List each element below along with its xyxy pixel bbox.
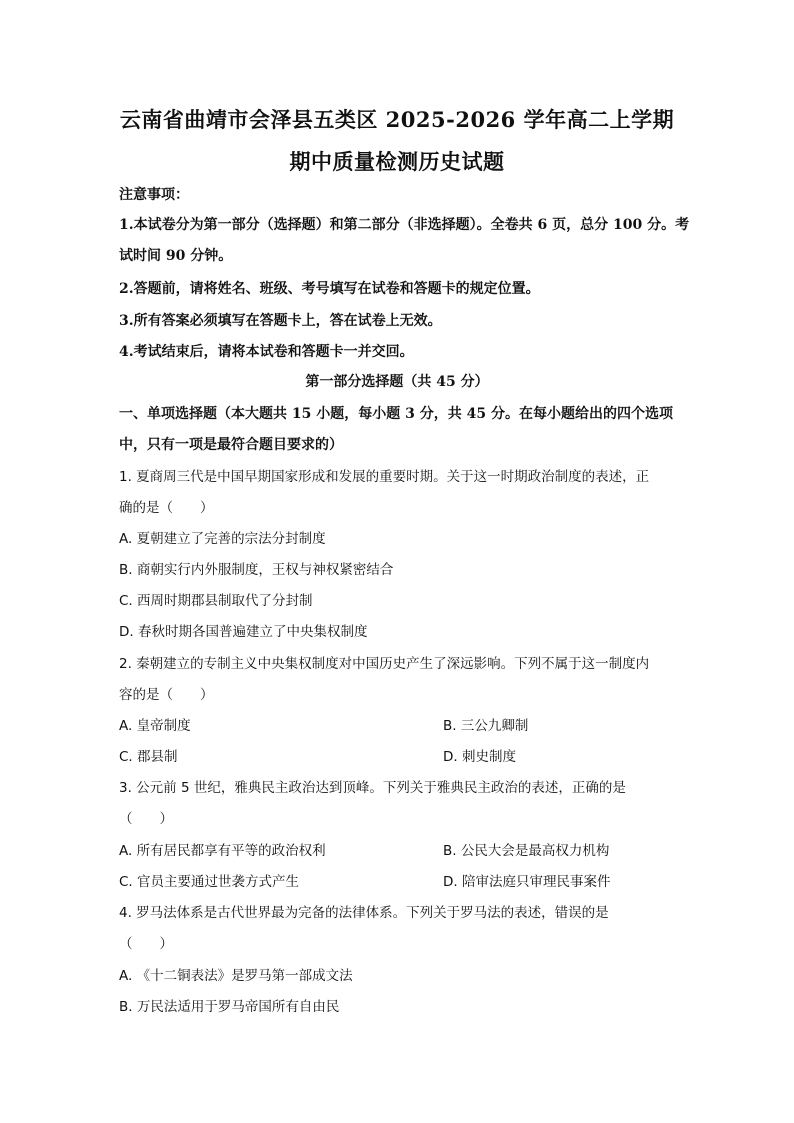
question-3-stem-cont: （ ）: [119, 811, 173, 827]
question-1-option-a: A. 夏朝建立了完善的宗法分封制度: [119, 531, 326, 547]
question-3-option-b: B. 公民大会是最高权力机构: [443, 843, 610, 859]
question-2-option-b: B. 三公九卿制: [443, 718, 529, 734]
question-3-option-c: C. 官员主要通过世袭方式产生: [119, 874, 300, 890]
question-4-option-b: B. 万民法适用于罗马帝国所有自由民: [119, 999, 340, 1015]
question-4-option-a: A. 《十二铜表法》是罗马第一部成文法: [119, 968, 353, 984]
question-4-stem-cont: （ ）: [119, 936, 173, 952]
notice-heading: 注意事项：: [119, 187, 189, 203]
notice-item-2: 2.答题前，请将姓名、班级、考号填写在试卷和答题卡的规定位置。: [119, 281, 540, 297]
question-1-stem-cont: 确的是（ ）: [119, 500, 214, 516]
notice-item-1-cont: 试时间 90 分钟。: [119, 248, 233, 264]
question-2-option-c: C. 郡县制: [119, 749, 178, 765]
part-one-heading: 第一部分选择题（共 45 分）: [305, 374, 489, 390]
question-1-option-b: B. 商朝实行内外服制度，王权与神权紧密结合: [119, 562, 394, 578]
section-instructions-cont: 中，只有一项是最符合题目要求的）: [119, 437, 343, 453]
question-3-stem: 3. 公元前 5 世纪，雅典民主政治达到顶峰。下列关于雅典民主政治的表述，正确的是: [119, 780, 626, 796]
question-1-option-c: C. 西周时期郡县制取代了分封制: [119, 593, 313, 609]
question-1-stem: 1. 夏商周三代是中国早期国家形成和发展的重要时期。关于这一时期政治制度的表述，正: [119, 469, 650, 485]
question-1-option-d: D. 春秋时期各国普遍建立了中央集权制度: [119, 624, 368, 640]
question-2-stem: 2. 秦朝建立的专制主义中央集权制度对中国历史产生了深远影响。下列不属于这一制度内: [119, 656, 650, 672]
notice-item-1: 1.本试卷分为第一部分（选择题）和第二部分（非选择题）。全卷共 6 页，总分 100 分。考: [119, 217, 690, 233]
notice-item-4: 4.考试结束后，请将本试卷和答题卡一并交回。: [119, 344, 414, 360]
question-2-stem-cont: 容的是（ ）: [119, 687, 214, 703]
question-2-option-d: D. 刺史制度: [443, 749, 516, 765]
question-3-option-d: D. 陪审法庭只审理民事案件: [443, 874, 611, 890]
question-4-stem: 4. 罗马法体系是古代世界最为完备的法律体系。下列关于罗马法的表述，错误的是: [119, 905, 609, 921]
question-2-option-a: A. 皇帝制度: [119, 718, 191, 734]
exam-title-line-1: 云南省曲靖市会泽县五类区 2025-2026 学年高二上学期: [119, 107, 675, 132]
section-instructions: 一、单项选择题（本大题共 15 小题，每小题 3 分，共 45 分。在每小题给出的四个选项: [119, 406, 673, 422]
question-3-option-a: A. 所有居民都享有平等的政治权利: [119, 843, 326, 859]
notice-item-3: 3.所有答案必须填写在答题卡上，答在试卷上无效。: [119, 313, 442, 329]
exam-title-line-2: 期中质量检测历史试题: [289, 149, 505, 174]
